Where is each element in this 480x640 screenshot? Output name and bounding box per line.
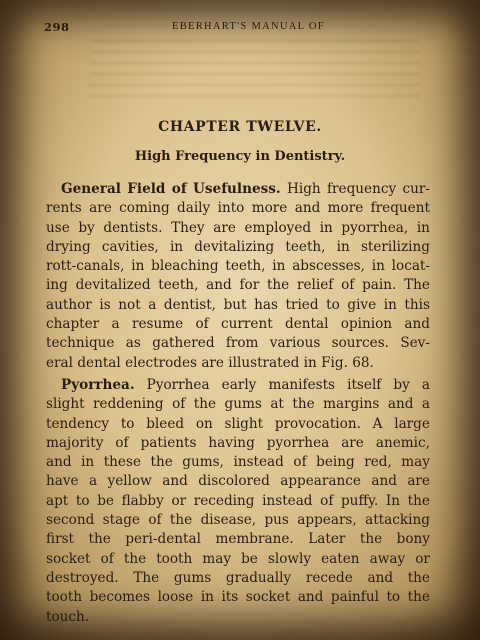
text-line [46,588,430,607]
bold-run-word: Usefulness. [193,181,281,197]
word: and [387,396,414,413]
word: by [78,219,95,236]
word: devitalized [75,277,151,294]
word: rents [46,200,82,217]
word: dental [77,354,126,371]
word: slight [46,396,85,413]
word: in [131,258,145,275]
word: may [202,550,232,567]
text-line [46,530,430,549]
body-text [46,180,430,627]
text-line [46,472,430,491]
word: a [111,316,120,333]
word: ing [46,277,68,294]
word: daily [177,200,211,217]
word: apt [46,492,69,509]
word: in [272,258,286,275]
word: or [415,550,430,567]
word: red, [364,454,392,471]
word: early [221,376,257,393]
word: attacking [365,512,430,529]
word: slight [224,415,264,432]
page-header [44,20,440,36]
text-line [46,492,430,511]
word: the [359,531,383,548]
word: in [416,219,430,236]
word: of [172,396,186,413]
word: socket [46,550,91,567]
word: for [239,277,260,294]
word: gums [173,569,212,586]
word: chapter [46,316,100,333]
word: eaten [321,550,360,567]
word: in [81,454,95,471]
chapter-title: CHAPTER TWELVE. [158,119,322,135]
word: a [89,473,98,490]
word: and [294,200,321,217]
word: destroyed. [46,569,119,586]
word: sources. [331,335,389,352]
word: A [372,415,383,432]
word: pain. [362,277,397,294]
word: be [241,550,258,567]
show-through-text [90,40,420,106]
word: The [404,277,430,294]
text-line [46,608,430,627]
word: of [195,316,209,333]
word: to [120,415,135,432]
word: first [46,531,75,548]
word: is [99,296,111,313]
text-line [46,276,430,295]
word: the [169,512,193,529]
word: puffy. [340,492,379,509]
word: a [148,296,157,313]
word: 68. [352,354,374,371]
word: the [88,531,111,548]
word: a [421,376,430,393]
bold-run-word: of [171,181,187,197]
word: socket [245,589,291,606]
text-line [46,334,430,353]
word: slowly [267,550,312,567]
word: illustrated [228,354,304,371]
word: of [115,434,129,451]
word: The [133,569,160,586]
bold-run-word: Field [127,181,166,197]
word: are [201,354,229,371]
word: teeth, [285,238,326,255]
word: High [287,181,321,197]
word: technique [46,335,115,352]
word: and [404,316,430,333]
word: gradually [225,569,292,586]
text-line [46,453,430,472]
word: devitalizing [194,238,275,255]
word: have [46,473,79,490]
word: resume [131,316,184,333]
word: and [162,473,188,490]
text-line [46,434,430,453]
word: more [251,200,288,217]
chapter-subtitle: High Frequency in Dentistry. [134,149,346,164]
word: instead [262,492,313,509]
word: and [206,277,232,294]
word: tooth [156,550,193,567]
word: in [303,354,322,371]
text-line [46,219,430,238]
word: pyorrhea, [341,219,409,236]
word: bony [396,531,430,548]
word: provocation. [274,415,361,432]
word: are [213,219,236,236]
word: the [266,277,290,294]
text-line [46,511,430,530]
word: in [383,296,397,313]
word: cur- [402,181,430,197]
word: Pyorrhea [146,376,210,393]
word: these [103,454,141,471]
text-line [46,395,430,414]
word: recede [305,569,353,586]
word: discolored [198,473,270,490]
word: and [46,454,72,471]
word: tried [285,296,319,313]
word: use [46,219,70,236]
word: in [371,258,385,275]
word: of [341,277,355,294]
text-line [46,180,430,199]
text-line [46,296,430,315]
word: of [148,512,162,529]
word: in [200,589,214,606]
word: more [327,200,364,217]
word: to [326,296,340,313]
word: patients [140,434,197,451]
word: a [421,396,430,413]
word: the [150,454,173,471]
word: not [118,296,141,313]
word: author [46,296,92,313]
text-line [46,550,430,569]
word: loose [157,589,194,606]
word: the [193,396,217,413]
word: bleaching [151,258,219,275]
word: margins [323,396,380,413]
text-line [46,257,430,276]
page-number: 298 [44,20,70,34]
word: opinion [340,316,393,333]
word: appearance [280,473,361,490]
bold-run-word: General [61,181,121,197]
word: having [208,434,255,451]
text-line [46,238,430,257]
word: painful [330,589,379,606]
word: current [221,316,273,333]
word: reddening [93,396,164,413]
word: frequency [327,181,397,197]
word: away [369,550,406,567]
word: They [171,219,205,236]
word: pus [264,512,289,529]
word: teeth, [158,277,199,294]
word: and [297,589,324,606]
word: the [407,492,430,509]
word: of [320,492,334,509]
running-head: EBERHART'S MANUAL OF [172,21,325,32]
word: Sev- [400,335,430,352]
word: flabby [121,492,164,509]
word: dentist, [163,296,216,313]
word: receding [193,492,255,509]
word: are [407,473,430,490]
word: majority [46,434,104,451]
word: has [254,296,278,313]
word: dentists. [103,219,163,236]
word: various [269,335,321,352]
text-line [46,199,430,218]
word: the [407,589,430,606]
word: in [169,238,184,255]
word: and [367,569,394,586]
word: teeth, [225,258,266,275]
word: becomes [89,589,151,606]
word: large [394,415,430,432]
word: the [123,550,147,567]
word: appears, [297,512,357,529]
word: peri-dental [125,531,201,548]
word: or [171,492,187,509]
word: being [316,454,355,471]
word: be [97,492,114,509]
word: disease, [200,512,257,529]
word: but [223,296,247,313]
word: are [89,200,112,217]
word: gums [224,396,262,413]
word: its [221,589,239,606]
word: may [401,454,430,471]
word: as [125,335,141,352]
text-line [46,415,430,434]
word: instead [233,454,284,471]
word: second [46,512,95,529]
text-line [46,315,430,334]
word: of [293,454,307,471]
word: stage [102,512,140,529]
word: Fig. [321,354,353,371]
word: dental [285,316,329,333]
word: tendency [46,415,110,432]
word: coming [119,200,170,217]
word: into [217,200,245,217]
word: relief [297,277,334,294]
word: sterilizing [360,238,430,255]
word: are [341,434,364,451]
word: eral [46,354,78,371]
word: at [270,396,284,413]
word: of [100,550,114,567]
word: bleed [146,415,185,432]
word: yellow [107,473,152,490]
bold-run-word: Pyorrhea. [61,376,135,393]
word: frequent [370,200,430,217]
word: cavities, [101,238,159,255]
word: In [385,492,401,509]
word: this [404,296,430,313]
word: anemic, [375,434,430,451]
word: the [292,396,315,413]
word: in [319,219,333,236]
word: from [225,335,259,352]
word: Later [308,531,346,548]
word: gums, [182,454,224,471]
word: electrodes [125,354,202,371]
word: employed [244,219,312,236]
text-line [46,569,430,588]
word: gathered [152,335,215,352]
word: manifests [268,376,336,393]
word: abscesses, [292,258,365,275]
word: rott-canals, [46,258,125,275]
word: pyorrhea [266,434,330,451]
text-line [46,354,430,373]
word: locat- [391,258,430,275]
word: touch. [46,608,90,625]
word: give [347,296,377,313]
word: on [195,415,213,432]
word: the [407,569,430,586]
word: membrane. [215,531,294,548]
word: to [75,492,90,509]
word: and [371,473,397,490]
word: in [336,238,350,255]
text-line [46,376,430,395]
word: tooth [46,589,83,606]
word: to [386,589,401,606]
word: by [393,376,410,393]
word: itself [347,376,382,393]
word: drying [46,238,91,255]
